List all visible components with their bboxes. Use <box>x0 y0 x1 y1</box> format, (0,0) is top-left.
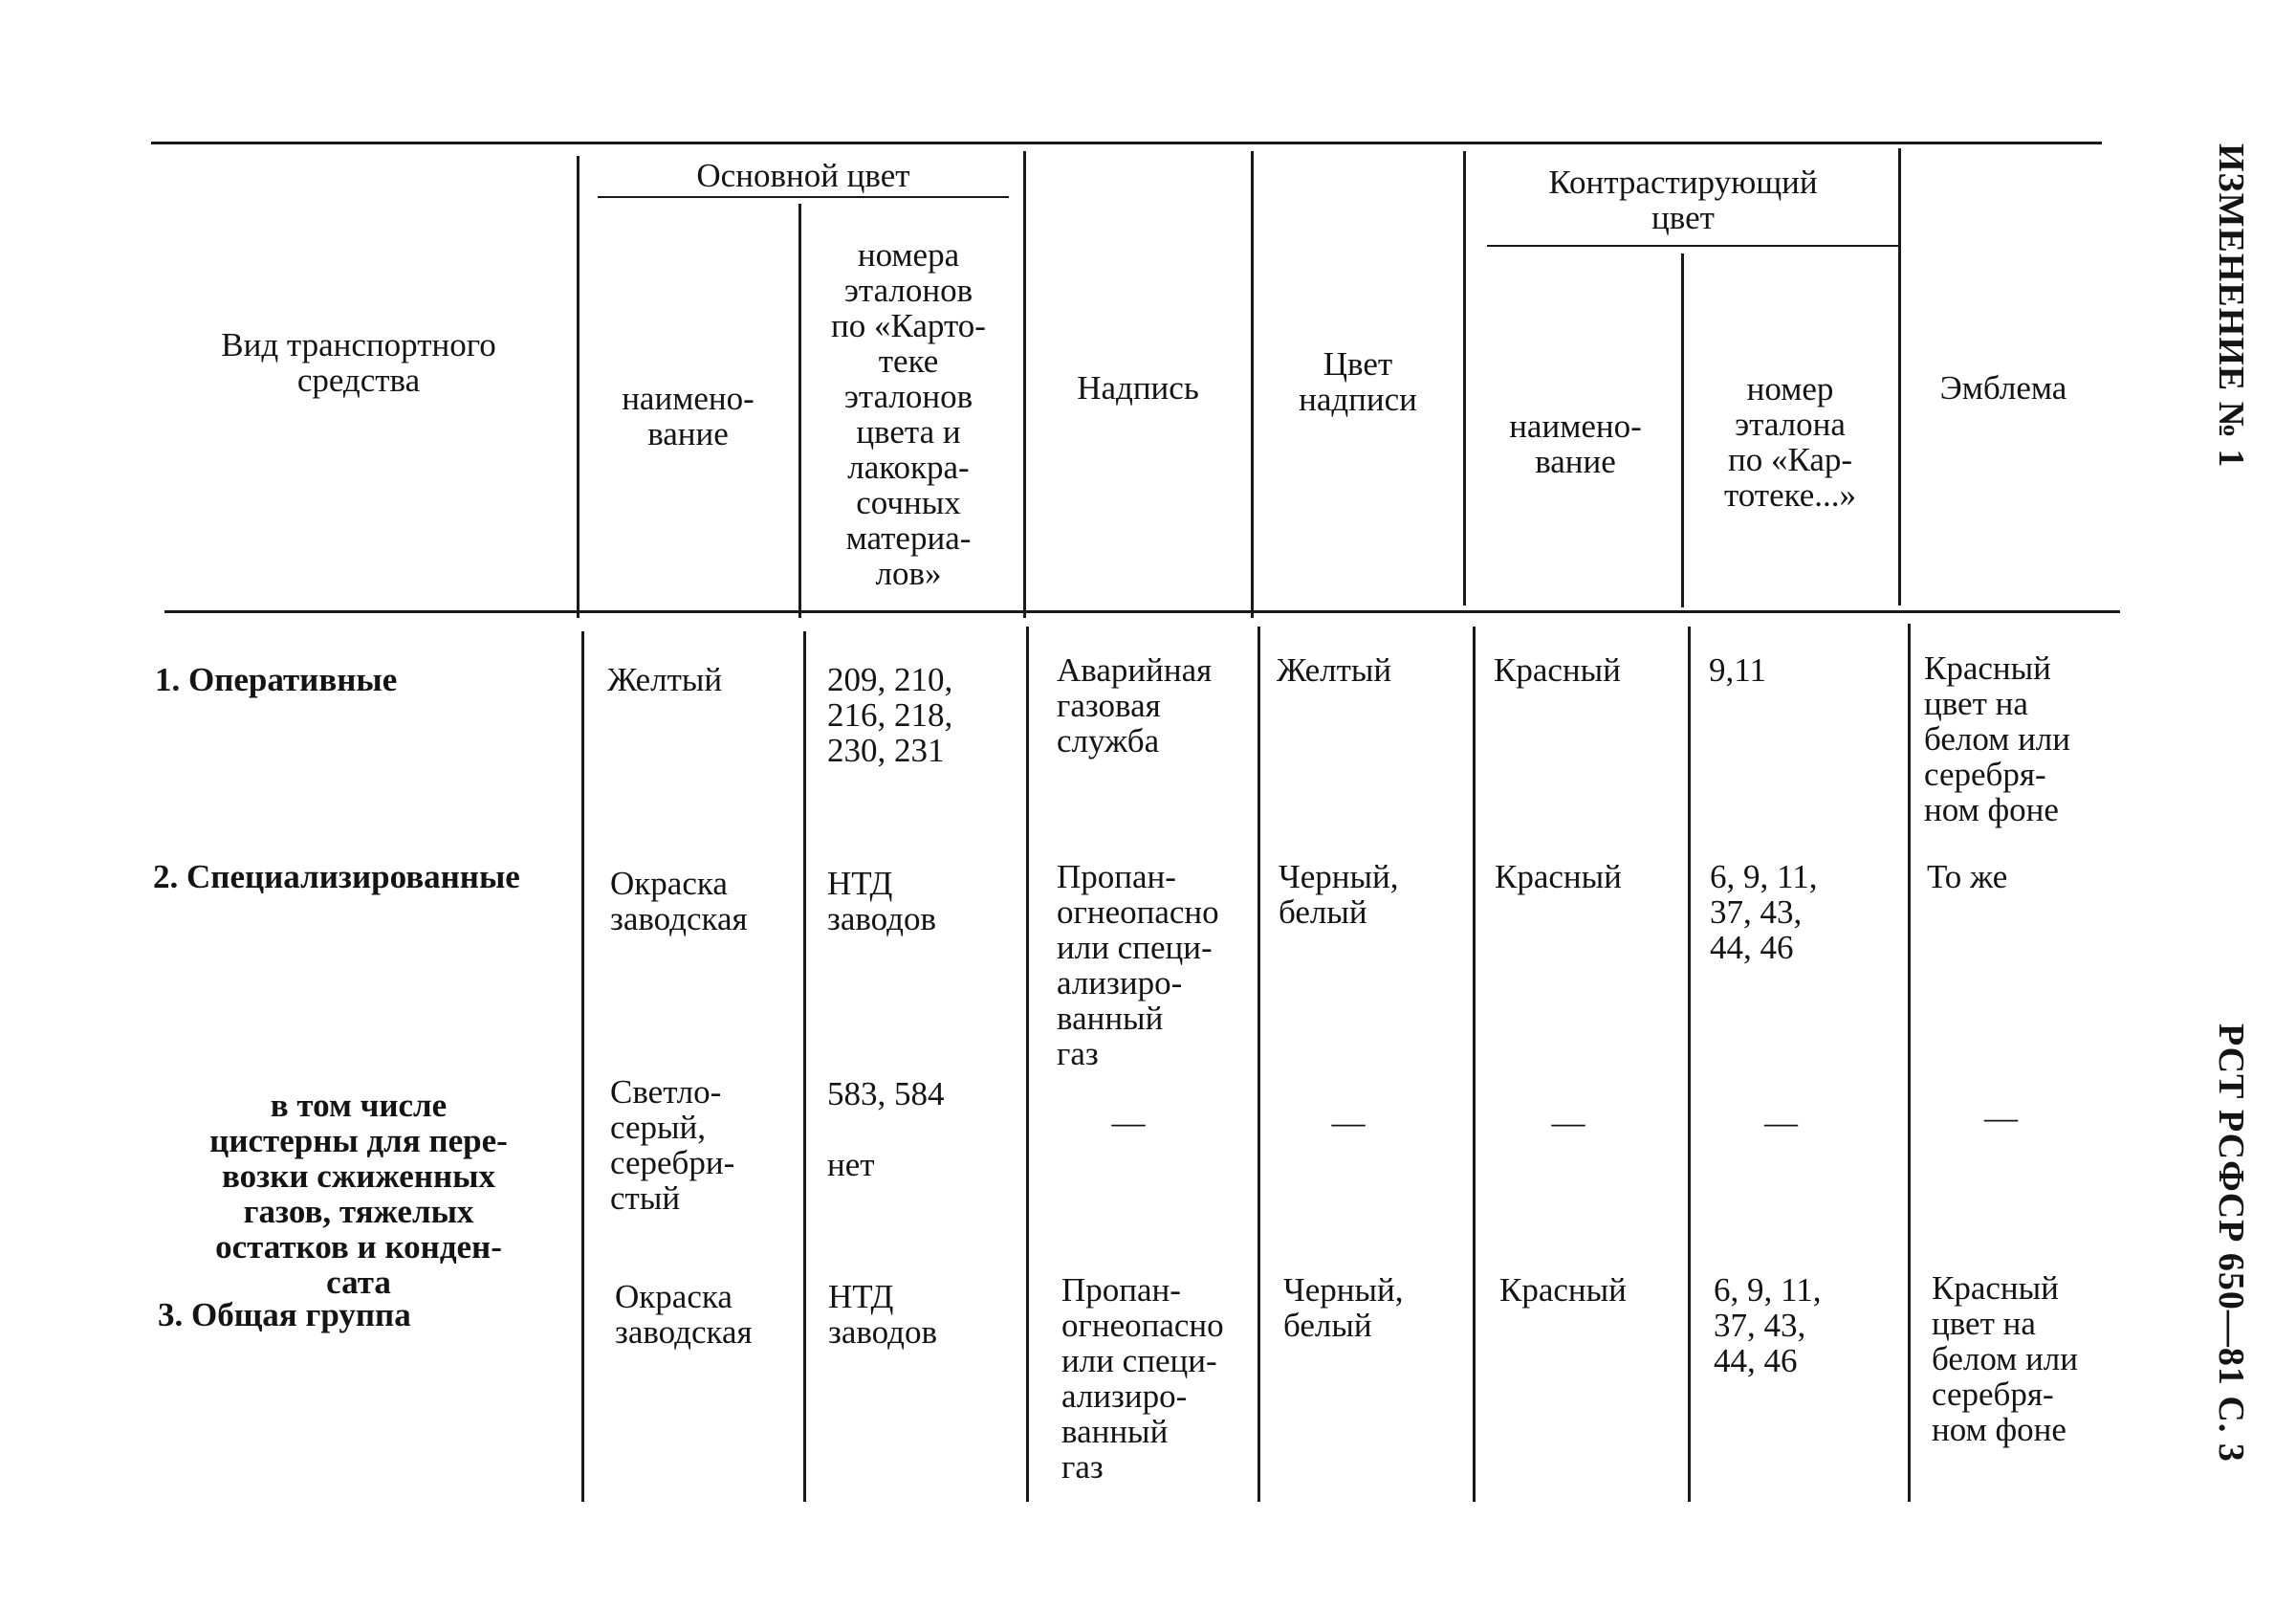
row-2a-vid: в том числе цистерны для пере- возки сжиженных газов, тяжелых остатков и конден- сата <box>209 1087 508 1301</box>
row-2a-cvet: — <box>1331 1104 1366 1141</box>
row-3-kontrast-name: Красный <box>1499 1271 1627 1309</box>
row-2a-kontrast-number: — <box>1764 1104 1798 1141</box>
col-divider <box>1473 627 1476 1502</box>
row-2-cvet: Черный, белый <box>1279 858 1399 931</box>
row-1-vid: 1. Оперативные <box>155 661 398 698</box>
row-3-kontrast-number: 6, 9, 11, 37, 43, 44, 46 <box>1714 1271 1822 1379</box>
row-3-cvet: Черный, белый <box>1283 1271 1404 1344</box>
col-divider <box>1257 627 1260 1502</box>
row-2-name: Окраска заводская <box>610 865 748 937</box>
row-1-nadpis: Аварийная газовая служба <box>1057 651 1213 759</box>
row-2a-emblema: — <box>1984 1099 2018 1136</box>
col-divider <box>1023 151 1026 618</box>
side-caption-izmenenie: ИЗМЕНЕНИЕ № 1 <box>2211 143 2251 469</box>
kontrast-underline <box>1487 245 1898 247</box>
row-3-emblema: Красный цвет на белом или серебря- ном фоне <box>1932 1269 2079 1448</box>
header-osnovnoy-cvet: Основной цвет <box>696 157 910 194</box>
row-1-cvet: Желтый <box>1277 651 1392 689</box>
header-osnovnoy-nomera: номера эталонов по «Карто- теке эталонов цвета и лакокра- сочных материа- лов» <box>831 236 986 592</box>
row-2-nadpis: Пропан- огнеопасно или специ- ализиро- ванный газ <box>1057 858 1219 1072</box>
row-1-numbers: 209, 210, 216, 218, 230, 231 <box>827 661 953 769</box>
col-divider <box>1463 151 1466 605</box>
col-divider <box>1898 148 1901 605</box>
col-divider <box>1026 627 1029 1502</box>
row-1-name: Желтый <box>607 661 723 698</box>
col-divider <box>1251 151 1254 618</box>
col-divider <box>1908 624 1911 1502</box>
row-2-vid: 2. Специализированные <box>153 858 520 895</box>
col-divider <box>803 631 806 1502</box>
osnovnoy-underline <box>598 196 1009 198</box>
row-2-kontrast-name: Красный <box>1495 858 1622 895</box>
col-divider <box>1681 253 1684 607</box>
col-divider <box>581 631 584 1502</box>
header-bottom-rule <box>164 610 2120 613</box>
row-2-numbers: НТД заводов <box>827 865 936 937</box>
header-kontrast-naimenovanie: наимено- вание <box>1509 407 1642 480</box>
header-osnovnoy-naimenovanie: наимено- вание <box>622 380 754 452</box>
header-kontrast-nomer: номер эталона по «Кар- тотеке...» <box>1723 370 1857 514</box>
row-2-kontrast-number: 6, 9, 11, 37, 43, 44, 46 <box>1710 858 1818 966</box>
row-2a-name: Светло- серый, серебри- стый <box>610 1073 735 1217</box>
row-2a-numbers-a: 583, 584 <box>827 1075 945 1112</box>
header-nadpis: Надпись <box>1077 369 1199 407</box>
row-2a-numbers-b: нет <box>827 1146 875 1183</box>
table-top-rule <box>151 142 2102 144</box>
header-vid-transport: Вид транспортного средства <box>221 326 496 399</box>
row-1-kontrast-number: 9,11 <box>1709 651 1766 689</box>
row-2a-nadpis: — <box>1111 1104 1146 1141</box>
header-kontrast-cvet: Контрастирующий цвет <box>1548 164 1818 236</box>
row-1-emblema: Красный цвет на белом или серебря- ном фоне <box>1924 649 2071 828</box>
col-divider <box>577 156 579 618</box>
col-divider <box>1688 627 1691 1502</box>
row-3-nadpis: Пропан- огнеопасно или специ- ализиро- ванный газ <box>1061 1271 1224 1486</box>
row-2-emblema: То же <box>1927 858 2008 895</box>
row-1-kontrast-name: Красный <box>1494 651 1621 689</box>
row-2a-kontrast-name: — <box>1551 1104 1585 1141</box>
row-3-vid: 3. Общая группа <box>158 1296 411 1333</box>
header-emblema: Эмблема <box>1939 369 2067 407</box>
side-caption-rst-page: РСТ РСФСР 650—81 С. 3 <box>2211 1024 2251 1463</box>
header-cvet-nadpisi: Цвет надписи <box>1299 345 1417 418</box>
row-3-numbers: НТД заводов <box>828 1278 937 1351</box>
row-3-name: Окраска заводская <box>615 1278 753 1351</box>
